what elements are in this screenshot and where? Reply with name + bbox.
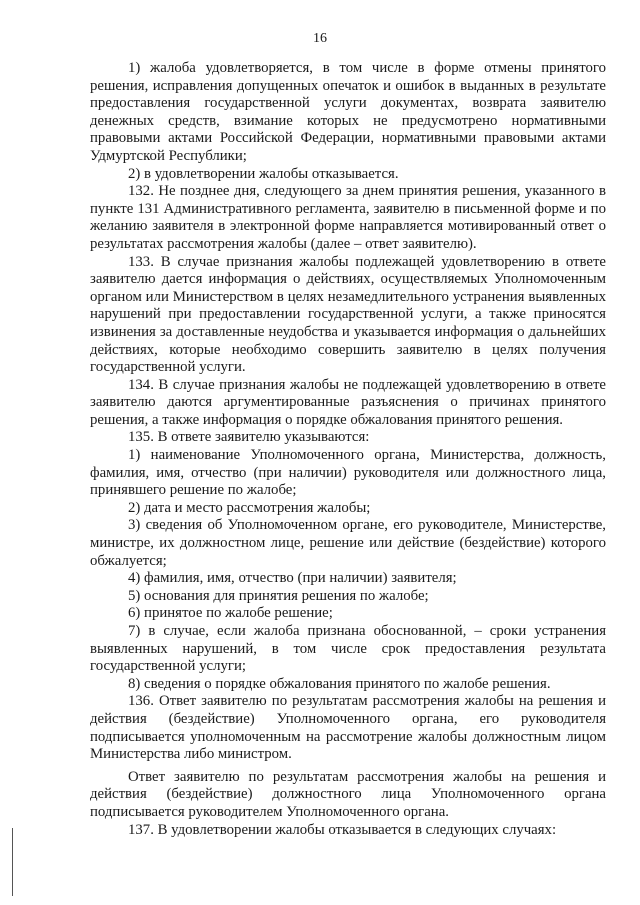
paragraph: 7) в случае, если жалоба признана обоснованной, – сроки устранения выявленных нарушений, в том числе срок предоставления результата государственной услуги;	[90, 623, 606, 675]
page-number: 16	[313, 31, 327, 46]
paragraph: 1) жалоба удовлетворяется, в том числе в форме отмены принятого решения, исправления допущенных опечаток и ошибок в выданных в результате предоставления государственной услуги документах, возврата заявителю денежных средств, взимание которых не предусмотрено нормативными правовыми актами Российской Федерации, нормативными правовыми актами Удмуртской Республики;	[90, 60, 606, 164]
paragraph: 6) принятое по жалобе решение;	[128, 605, 333, 622]
paragraph: 132. Не позднее дня, следующего за днем принятия решения, указанного в пункте 131 Административного регламента, заявителю в письменной форме и по желанию заявителя в электронной форме направляется мотивированный ответ о результатах рассмотрения жалобы (далее – ответ заявителю).	[90, 183, 606, 252]
paragraph: Ответ заявителю по результатам рассмотрения жалобы на решения и действия (бездействие) должностного лица Уполномоченного органа подписывается руководителем Уполномоченного органа.	[90, 768, 606, 820]
paragraph: 8) сведения о порядке обжалования принятого по жалобе решения.	[128, 675, 551, 692]
paragraph: 137. В удовлетворении жалобы отказывается в следующих случаях:	[128, 821, 557, 838]
paragraph: 134. В случае признания жалобы не подлежащей удовлетворению в ответе заявителю даются аргументированные разъяснения о причинах принятого решения, а также информация о порядке обжалования принятого решения.	[90, 376, 606, 428]
paragraph: 2) в удовлетворении жалобы отказывается.	[128, 165, 399, 182]
paragraph: 135. В ответе заявителю указываются:	[128, 429, 370, 446]
paragraph: 5) основания для принятия решения по жалобе;	[128, 587, 429, 604]
paragraph: 133. В случае признания жалобы подлежащей удовлетворению в ответе заявителю дается информация о действиях, осуществляемых Уполномоченным органом или Министерством в целях незамедлительного устранения выявленных нарушений при предоставлении государственной услуги, а также приносятся извинения за доставленные неудобства и указывается информация о дальнейших действиях, которые необходимо совершить заявителю в целях получения государственной услуги.	[90, 253, 606, 376]
paragraph: 3) сведения об Уполномоченном органе, его руководителе, Министерстве, министре, их должностном лице, решение или действие (бездействие) которого обжалуется;	[90, 517, 606, 569]
paragraph: 1) наименование Уполномоченного органа, Министерства, должность, фамилия, имя, отчество (при наличии) руководителя или должностного лица, принявшего решение по жалобе;	[90, 447, 606, 499]
paragraph: 4) фамилия, имя, отчество (при наличии) заявителя;	[128, 570, 457, 587]
paragraph: 2) дата и место рассмотрения жалобы;	[128, 499, 371, 516]
paragraph: 136. Ответ заявителю по результатам рассмотрения жалобы на решения и действия (бездействие) Уполномоченного органа, его руководителя подписывается уполномоченным на рассмотрение жалобы должностным лицом Министерства либо министром.	[90, 693, 606, 763]
document-body	[90, 60, 606, 839]
margin-mark	[12, 828, 13, 896]
